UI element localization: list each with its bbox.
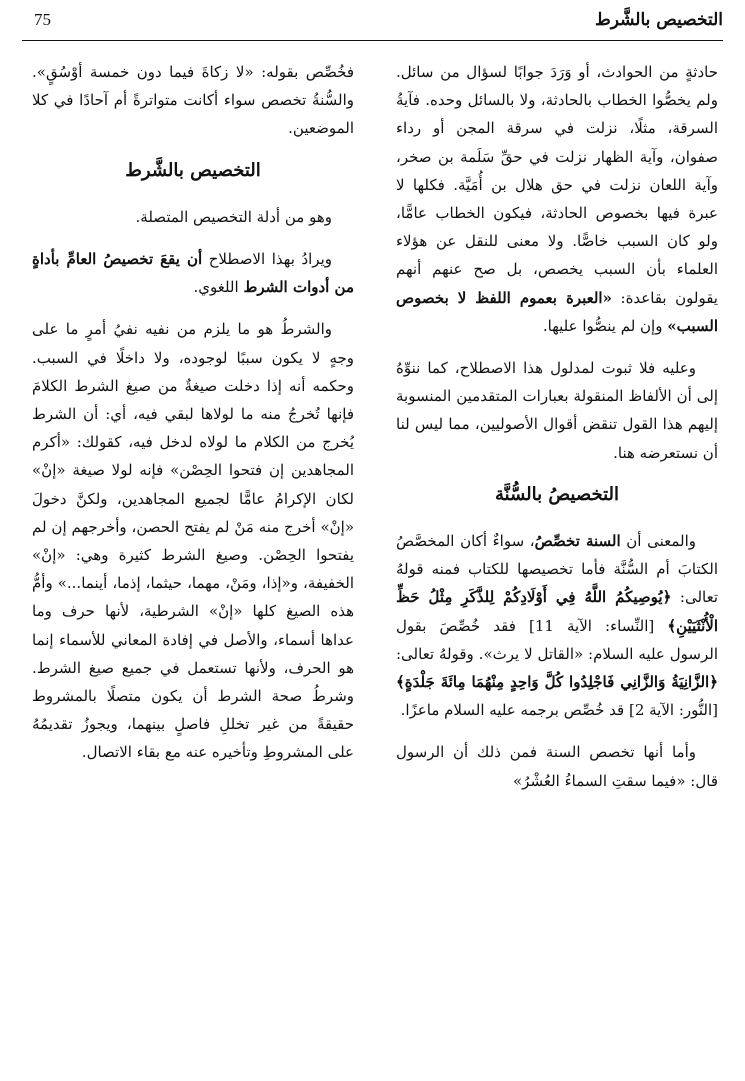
page-number: 75 <box>34 10 51 29</box>
right-column <box>396 58 718 1051</box>
emphasis-text: أن يقعَ تخصيصُ العامِّ بأداةٍ من أدوات الشرط <box>32 250 354 297</box>
paragraph-continuation: فخُصِّص بقوله: «لا زكاةَ فيما دون خمسة أوْسُقٍ». والسُّنةُ تخصص سواء أكانت متواترةً أم آحادًا في كلا الموضعين. <box>32 63 354 138</box>
paragraph: والشرطُ هو ما يلزم من نفيه نفيُ أمرٍ ما على وجهٍ لا يكون سببًا لوجوده، ولا داخلًا في السبب. وحكمه أنه إذا دخلت صيغةٌ من صيغ الشرط الكلامَ فإنها تُخرجُ منه ما لولاها لبقي فيه، أي: أن الشرط يُخرج من الكلام ما لولاه لدخل فيه، كقولك: «أكرم المجاهدين إن فتحوا الحِصْن» فإنه لولا صيغة «إنْ» لكان الإكرامُ عامًّا لجميع المجاهدين، ولكنَّ دخولَ «إنْ» أخرج منه مَنْ لم يفتح الحصن، وأخرجهم إن لم يفتحوا الحِصْن. وصيغ الشرط كثيرة وهي: «إنْ» الخفيفة، و«إذا، ومَنْ، مهما، حيثما، إذما، أينما...» وأمُّ هذه الصيغ كلها «إنْ» الشرطية، لأنها حرف وما عداها أسماء، والأصل في إفادة المعاني للأسماء إنما هو الحرف، ولأنها تستعمل في جميع صيغ الشرط. وشرطُ صحة الشرط أن يكون متصلًا بالمشروط حقيقةً من غير تخللِ فاصلٍ بينهما، ويجوزُ تقديمُهُ على المشروطِ وتأخيره عنه مع بقاء الاتصال. <box>32 320 354 762</box>
paragraph-text: وإن لم ينصُّوا عليها. <box>542 316 663 335</box>
paragraph: وعليه فلا ثبوت لمدلول هذا الاصطلاح، كما ننوِّهُ إلى أن الألفاظ المنقولة بعبارات المتقدمين المنسوبة إليهم هذا القول تنقض أقوال الأصوليين، مما ليس لنا أن نستعرضه هنا. <box>396 359 718 462</box>
quran-verse: ﴿يُوصِيكُمُ اللَّهُ فِي أَوْلَادِكُمْ لِلذَّكَرِ مِثْلُ حَظِّ الْأُنْثَيَيْنِ﴾ <box>396 588 718 635</box>
section-title-sunnah: التخصيصُ بالسُّنَّة <box>494 483 619 505</box>
paragraph-text: [النُّور: الآية 2] قد خُصِّص برجمه عليه السلام ماعزًا. <box>400 701 718 720</box>
paragraph-sunnah <box>396 527 718 724</box>
section-title-condition: التخصيص بالشَّرط <box>125 159 261 181</box>
page-header <box>22 10 723 38</box>
quran-verse: ﴿الزَّانِيَةُ وَالزَّانِي فَاجْلِدُوا كُلَّ وَاحِدٍ مِنْهُمَا مِائَةَ جَلْدَةٍ﴾ <box>396 673 718 692</box>
emphasis-text: السنة تخصِّصُ <box>534 532 621 551</box>
header-rule <box>22 40 723 41</box>
rule-quote: «العبرة بعموم اللفظ لا بخصوص السبب» <box>396 288 718 335</box>
paragraph-text: ، سواءٌ أكان المخصَّصُ الكتابَ أم السُّنَّة فأما تخصيصها للكتاب فمنه قولهُ تعالى: <box>396 532 718 607</box>
paragraph-text: والمعنى أن <box>626 532 696 551</box>
paragraph-definition <box>32 245 354 301</box>
paragraph: وأما أنها تخصص السنة فمن ذلك أن الرسول قال: «فيما سقتِ السماءُ العُشْرُ» <box>396 743 718 790</box>
paragraph-text: ويرادُ بهذا الاصطلاح <box>208 250 332 269</box>
left-column <box>32 58 354 1051</box>
paragraph-text: [النِّساء: الآية 11] فقد خُصِّصَ بقول الرسول عليه السلام: «القاتل لا يرث». وقولهُ تعالى: <box>396 616 718 663</box>
paragraph: وهو من أدلة التخصيص المتصلة. <box>135 207 332 226</box>
paragraph-text: حادثةٍ من الحوادث، أو وَرَدَ جوابًا لسؤال من سائل. ولم يخصُّوا الخطاب بالحادثة، ولا بالسائل وحده. فآيةُ السرقة، مثلًا، نزلت في سرقة المجن أو رداء صفوان، وآية الظهار نزلت في حقِّ سَلَمة بن صخر، وآية اللعان نزلت في حق هلال بن أُمَيَّة. فكلها لا عبرة فيها بخصوص الحادثة، فيكون الخطاب عامًّا، ولو كان السبب خاصًّا. ولا معنى للنقل عن هؤلاء العلماء بأن السبب يخصص، بل صح عنهم أنهم يقولون بقاعدة: <box>396 63 718 307</box>
paragraph-continuation <box>396 58 718 340</box>
paragraph-text: اللغوي. <box>193 278 239 297</box>
running-title: التخصيص بالشَّرط <box>595 10 723 30</box>
